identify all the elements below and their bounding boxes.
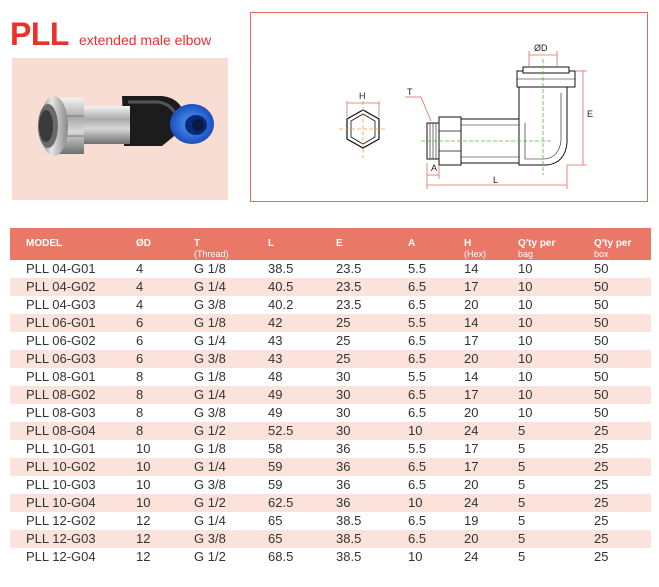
table-cell: 6	[120, 314, 178, 332]
label-h: H	[359, 91, 366, 101]
column-header	[392, 228, 448, 260]
table-cell: 25	[578, 422, 651, 440]
column-header-label: MODEL	[26, 238, 63, 249]
table-cell: 38.5	[320, 512, 392, 530]
table-cell: 10	[392, 422, 448, 440]
table-cell: 5	[502, 494, 578, 512]
table-cell: 8	[120, 368, 178, 386]
table-cell: 25	[578, 548, 651, 566]
table-row	[10, 278, 651, 296]
table-cell: 49	[252, 386, 320, 404]
table-row	[10, 368, 651, 386]
table-cell: 38.5	[320, 530, 392, 548]
table-cell: 10	[502, 332, 578, 350]
table-cell: PLL 08-G01	[10, 368, 120, 386]
table-cell: 25	[578, 530, 651, 548]
product-subtitle: extended male elbow	[78, 32, 212, 48]
table-row	[10, 422, 651, 440]
table-cell: 6	[120, 332, 178, 350]
column-header-label: E	[336, 238, 343, 249]
table-cell: 6.5	[392, 458, 448, 476]
table-cell: 40.2	[252, 296, 320, 314]
table-cell: 50	[578, 386, 651, 404]
table-cell: PLL 10-G02	[10, 458, 120, 476]
table-cell: 50	[578, 350, 651, 368]
label-t: T	[407, 87, 413, 97]
table-cell: 36	[320, 440, 392, 458]
table-cell: 10	[502, 260, 578, 278]
table-cell: 17	[448, 386, 502, 404]
table-cell: 6.5	[392, 278, 448, 296]
table-row	[10, 440, 651, 458]
table-cell: 50	[578, 314, 651, 332]
table-cell: PLL 10-G04	[10, 494, 120, 512]
table-cell: PLL 08-G02	[10, 386, 120, 404]
table-row	[10, 296, 651, 314]
column-header-label: H	[464, 238, 472, 249]
table-cell: G 3/8	[178, 476, 252, 494]
column-header	[578, 228, 651, 260]
table-cell: 17	[448, 278, 502, 296]
column-header-label: Q'ty per	[594, 238, 632, 249]
dimension-drawing	[251, 13, 647, 201]
table-row	[10, 476, 651, 494]
table-cell: G 1/2	[178, 494, 252, 512]
table-cell: 38.5	[320, 548, 392, 566]
table-cell: 25	[320, 332, 392, 350]
table-header-row	[10, 228, 651, 260]
table-cell: 24	[448, 548, 502, 566]
table-cell: 10	[502, 350, 578, 368]
label-od: ØD	[534, 43, 548, 53]
table-cell: 14	[448, 368, 502, 386]
spec-table	[10, 228, 651, 566]
table-cell: 59	[252, 458, 320, 476]
table-cell: G 3/8	[178, 404, 252, 422]
table-cell: 30	[320, 422, 392, 440]
table-cell: 4	[120, 278, 178, 296]
technical-drawing	[250, 12, 648, 202]
table-cell: G 1/8	[178, 314, 252, 332]
table-cell: 10	[502, 278, 578, 296]
product-code: PLL	[10, 16, 69, 52]
table-body	[10, 260, 651, 566]
table-cell: 10	[120, 458, 178, 476]
table-row	[10, 260, 651, 278]
table-cell: 10	[502, 296, 578, 314]
table-cell: 14	[448, 260, 502, 278]
column-header	[178, 228, 252, 260]
table-cell: PLL 08-G03	[10, 404, 120, 422]
table-cell: PLL 08-G04	[10, 422, 120, 440]
table-cell: 17	[448, 440, 502, 458]
table-cell: 23.5	[320, 278, 392, 296]
table-cell: 12	[120, 512, 178, 530]
table-cell: G 1/2	[178, 422, 252, 440]
table-cell: 6	[120, 350, 178, 368]
table-cell: 43	[252, 332, 320, 350]
table-cell: G 1/4	[178, 278, 252, 296]
table-cell: 23.5	[320, 260, 392, 278]
table-cell: PLL 06-G02	[10, 332, 120, 350]
table-row	[10, 458, 651, 476]
table-cell: 25	[578, 440, 651, 458]
table-row	[10, 386, 651, 404]
table-cell: 25	[320, 350, 392, 368]
table-cell: 10	[120, 494, 178, 512]
product-photo	[12, 58, 228, 200]
table-cell: 10	[502, 386, 578, 404]
table-cell: 24	[448, 494, 502, 512]
column-header	[120, 228, 178, 260]
table-row	[10, 404, 651, 422]
table-cell: 59	[252, 476, 320, 494]
table-row	[10, 332, 651, 350]
column-header	[320, 228, 392, 260]
table-cell: 6.5	[392, 296, 448, 314]
table-cell: 42	[252, 314, 320, 332]
table-cell: G 3/8	[178, 296, 252, 314]
table-cell: 5.5	[392, 440, 448, 458]
table-cell: 62.5	[252, 494, 320, 512]
label-e: E	[587, 109, 594, 119]
table-cell: 25	[320, 314, 392, 332]
table-row	[10, 350, 651, 368]
spec-table-container	[10, 228, 651, 566]
table-cell: 20	[448, 476, 502, 494]
table-cell: 43	[252, 350, 320, 368]
table-row	[10, 314, 651, 332]
table-cell: 6.5	[392, 386, 448, 404]
table-cell: 68.5	[252, 548, 320, 566]
table-cell: 17	[448, 458, 502, 476]
table-cell: 12	[120, 548, 178, 566]
table-cell: 50	[578, 296, 651, 314]
table-cell: 5	[502, 458, 578, 476]
table-cell: 25	[578, 458, 651, 476]
table-cell: 6.5	[392, 332, 448, 350]
table-cell: 40.5	[252, 278, 320, 296]
table-cell: 4	[120, 296, 178, 314]
column-header-unit: box	[594, 249, 609, 259]
table-cell: 50	[578, 278, 651, 296]
table-cell: G 1/8	[178, 368, 252, 386]
table-cell: PLL 06-G03	[10, 350, 120, 368]
table-cell: 49	[252, 404, 320, 422]
column-header	[10, 228, 120, 260]
table-cell: 5	[502, 422, 578, 440]
column-header-unit: (Hex)	[464, 249, 486, 259]
table-cell: 52.5	[252, 422, 320, 440]
table-cell: 25	[578, 494, 651, 512]
table-cell: 36	[320, 458, 392, 476]
table-cell: 8	[120, 404, 178, 422]
table-cell: PLL 12-G03	[10, 530, 120, 548]
column-header	[252, 228, 320, 260]
table-cell: 5.5	[392, 260, 448, 278]
table-cell: PLL 04-G03	[10, 296, 120, 314]
table-cell: PLL 10-G01	[10, 440, 120, 458]
table-cell: 10	[502, 404, 578, 422]
table-cell: 20	[448, 296, 502, 314]
column-header-unit: (Thread)	[194, 249, 229, 259]
table-cell: 6.5	[392, 404, 448, 422]
table-cell: 10	[120, 440, 178, 458]
table-cell: 6.5	[392, 476, 448, 494]
table-cell: 20	[448, 350, 502, 368]
table-cell: 50	[578, 404, 651, 422]
table-cell: G 1/4	[178, 512, 252, 530]
table-cell: 36	[320, 494, 392, 512]
table-cell: 5	[502, 476, 578, 494]
column-header-label: T	[194, 238, 201, 249]
table-cell: 19	[448, 512, 502, 530]
table-cell: 50	[578, 260, 651, 278]
table-cell: 30	[320, 404, 392, 422]
table-row	[10, 548, 651, 566]
table-cell: 20	[448, 530, 502, 548]
table-cell: 12	[120, 530, 178, 548]
table-cell: 5.5	[392, 314, 448, 332]
table-cell: 8	[120, 386, 178, 404]
table-cell: PLL 12-G02	[10, 512, 120, 530]
table-cell: 65	[252, 530, 320, 548]
column-header-label: Q'ty per	[518, 238, 556, 249]
table-cell: 10	[392, 548, 448, 566]
label-a: A	[431, 163, 438, 173]
table-cell: PLL 12-G04	[10, 548, 120, 566]
table-cell: G 1/2	[178, 548, 252, 566]
table-cell: 65	[252, 512, 320, 530]
table-cell: 36	[320, 476, 392, 494]
table-cell: G 1/8	[178, 440, 252, 458]
table-cell: 30	[320, 368, 392, 386]
table-cell: 14	[448, 314, 502, 332]
column-header-label: L	[268, 238, 275, 249]
table-cell: 30	[320, 386, 392, 404]
column-header	[502, 228, 578, 260]
hex-front-view	[339, 91, 387, 158]
table-row	[10, 494, 651, 512]
column-header-unit: bag	[518, 249, 534, 259]
table-cell: PLL 06-G01	[10, 314, 120, 332]
table-cell: 6.5	[392, 530, 448, 548]
table-cell: G 3/8	[178, 530, 252, 548]
table-cell: 6.5	[392, 512, 448, 530]
product-title	[10, 16, 211, 53]
table-row	[10, 512, 651, 530]
table-cell: G 1/4	[178, 458, 252, 476]
table-cell: 5	[502, 548, 578, 566]
table-cell: G 1/4	[178, 332, 252, 350]
table-cell: 6.5	[392, 350, 448, 368]
side-view	[405, 43, 593, 189]
table-cell: 20	[448, 404, 502, 422]
table-cell: 4	[120, 260, 178, 278]
fitting-photo-icon	[12, 58, 228, 200]
table-cell: 38.5	[252, 260, 320, 278]
table-cell: 10	[502, 314, 578, 332]
table-cell: PLL 04-G02	[10, 278, 120, 296]
table-cell: 10	[502, 368, 578, 386]
table-cell: G 3/8	[178, 350, 252, 368]
table-cell: 50	[578, 332, 651, 350]
table-cell: 5	[502, 440, 578, 458]
table-cell: 10	[120, 476, 178, 494]
table-cell: 58	[252, 440, 320, 458]
label-l: L	[493, 175, 499, 185]
table-cell: 5	[502, 530, 578, 548]
table-cell: 5	[502, 512, 578, 530]
table-cell: 10	[392, 494, 448, 512]
table-cell: 48	[252, 368, 320, 386]
table-cell: PLL 10-G03	[10, 476, 120, 494]
table-cell: G 1/4	[178, 386, 252, 404]
table-cell: 17	[448, 332, 502, 350]
table-cell: 50	[578, 368, 651, 386]
table-row	[10, 530, 651, 548]
table-cell: G 1/8	[178, 260, 252, 278]
table-cell: 24	[448, 422, 502, 440]
table-cell: 8	[120, 422, 178, 440]
column-header-label: A	[408, 238, 416, 249]
table-cell: 5.5	[392, 368, 448, 386]
table-cell: PLL 04-G01	[10, 260, 120, 278]
table-cell: 25	[578, 512, 651, 530]
column-header	[448, 228, 502, 260]
table-cell: 23.5	[320, 296, 392, 314]
table-cell: 25	[578, 476, 651, 494]
column-header-label: ØD	[136, 238, 151, 249]
